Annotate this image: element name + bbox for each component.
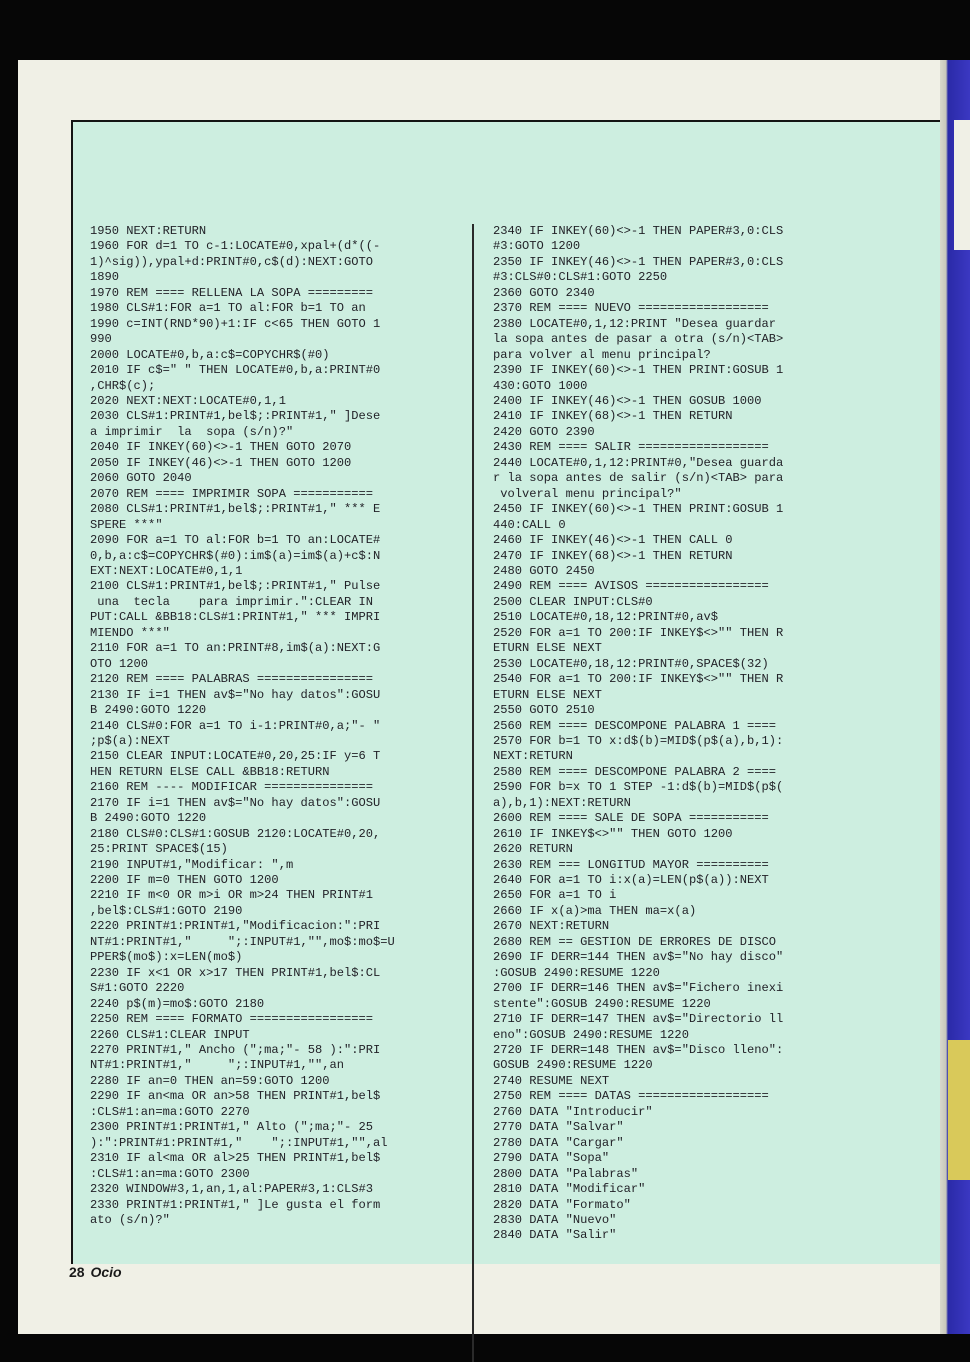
next-page-letter-fragment <box>954 120 970 250</box>
next-page-image-fragment <box>948 1040 970 1180</box>
listing-column-right: 2340 IF INKEY(60)<>-1 THEN PAPER#3,0:CLS #3:GOTO 1200 2350 IF INKEY(46)<>-1 THEN PAPER#3,0:CLS #3:CLS#0:CLS#1:GOTO 2250 2360 GOTO 2340 2370 REM ==== NUEVO ================== 2380 LOCATE#0,1,12:PRINT "Desea guardar la sopa antes de pasar a otra (s/n)<TAB> para volver al menu principal? 2390 IF INKEY(60)<>-1 THEN PRINT:GOSUB 1 430:GOTO 1000 2400 IF INKEY(46)<>-1 THEN GOSUB 1000 2410 IF INKEY(68)<>-1 THEN RETURN 2420 GOTO 2390 2430 REM ==== SALIR ================== 2440 LOCATE#0,1,12:PRINT#0,"Desea guarda r la sopa antes de salir (s/n)<TAB> para volveral menu principal?" 2450 IF INKEY(60)<>-1 THEN PRINT:GOSUB 1 440:CALL 0 2460 IF INKEY(46)<>-1 THEN CALL 0 2470 IF INKEY(68)<>-1 THEN RETURN 2480 GOTO 2450 2490 REM ==== AVISOS ================= 2500 CLEAR INPUT:CLS#0 2510 LOCATE#0,18,12:PRINT#0,av$ 2520 FOR a=1 TO 200:IF INKEY$<>"" THEN R ETURN ELSE NEXT 2530 LOCATE#0,18,12:PRINT#0,SPACE$(32) 2540 FOR a=1 TO 200:IF INKEY$<>"" THEN R ETURN ELSE NEXT 2550 GOTO 2510 2560 REM ==== DESCOMPONE PALABRA 1 ==== 2570 FOR b=1 TO x:d$(b)=MID$(p$(a),b,1): NEXT:RETURN 2580 REM ==== DESCOMPONE PALABRA 2 ==== 2590 FOR b=x TO 1 STEP -1:d$(b)=MID$(p$( a),b,1):NEXT:RETURN 2600 REM ==== SALE DE SOPA =========== 2610 IF INKEY$<>"" THEN GOTO 1200 2620 RETURN 2630 REM === LONGITUD MAYOR ========== 2640 FOR a=1 TO i:x(a)=LEN(p$(a)):NEXT 2650 FOR a=1 TO i 2660 IF x(a)>ma THEN ma=x(a) 2670 NEXT:RETURN 2680 REM == GESTION DE ERRORES DE DISCO 2690 IF DERR=144 THEN av$="No hay disco" :GOSUB 2490:RESUME 1220 2700 IF DERR=146 THEN av$="Fichero inexi stente":GOSUB 2490:RESUME 1220 2710 IF DERR=147 THEN av$="Directorio ll eno":GOSUB 2490:RESUME 1220 2720 IF DERR=148 THEN av$="Disco lleno": GOSUB 2490:RESUME 1220 2740 RESUME NEXT 2750 REM ==== DATAS ================== 2760 DATA "Introducir" 2770 DATA "Salvar" 2780 DATA "Cargar" 2790 DATA "Sopa" 2800 DATA "Palabras" 2810 DATA "Modificar" 2820 DATA "Formato" 2830 DATA "Nuevo" 2840 DATA "Salir" <box>493 224 784 1243</box>
next-page-edge <box>940 60 970 1334</box>
page-number: 28 <box>69 1264 85 1280</box>
page-footer <box>69 1264 122 1280</box>
code-listing-panel <box>71 120 940 1264</box>
listing-column-left: 1950 NEXT:RETURN 1960 FOR d=1 TO c-1:LOCATE#0,xpal+(d*((- 1)^sig)),ypal+d:PRINT#0,c$(d):NEXT:GOTO 1890 1970 REM ==== RELLENA LA SOPA ========= 1980 CLS#1:FOR a=1 TO al:FOR b=1 TO an 1990 c=INT(RND*90)+1:IF c<65 THEN GOTO 1 990 2000 LOCATE#0,b,a:c$=COPYCHR$(#0) 2010 IF c$=" " THEN LOCATE#0,b,a:PRINT#0 ,CHR$(c); 2020 NEXT:NEXT:LOCATE#0,1,1 2030 CLS#1:PRINT#1,bel$;:PRINT#1," ]Dese a imprimir la sopa (s/n)?" 2040 IF INKEY(60)<>-1 THEN GOTO 2070 2050 IF INKEY(46)<>-1 THEN GOTO 1200 2060 GOTO 2040 2070 REM ==== IMPRIMIR SOPA =========== 2080 CLS#1:PRINT#1,bel$;:PRINT#1," *** E SPERE ***" 2090 FOR a=1 TO al:FOR b=1 TO an:LOCATE# 0,b,a:c$=COPYCHR$(#0):im$(a)=im$(a)+c$:N EXT:NEXT:LOCATE#0,1,1 2100 CLS#1:PRINT#1,bel$;:PRINT#1," Pulse una tecla para imprimir.":CLEAR IN PUT:CALL &BB18:CLS#1:PRINT#1," *** IMPRI MIENDO ***" 2110 FOR a=1 TO an:PRINT#8,im$(a):NEXT:G OTO 1200 2120 REM ==== PALABRAS ================ 2130 IF i=1 THEN av$="No hay datos":GOSU B 2490:GOTO 1220 2140 CLS#0:FOR a=1 TO i-1:PRINT#0,a;"- " ;p$(a):NEXT 2150 CLEAR INPUT:LOCATE#0,20,25:IF y=6 T HEN RETURN ELSE CALL &BB18:RETURN 2160 REM ---- MODIFICAR =============== 2170 IF i=1 THEN av$="No hay datos":GOSU B 2490:GOTO 1220 2180 CLS#0:CLS#1:GOSUB 2120:LOCATE#0,20, 25:PRINT SPACE$(15) 2190 INPUT#1,"Modificar: ",m 2200 IF m=0 THEN GOTO 1200 2210 IF m<0 OR m>i OR m>24 THEN PRINT#1 ,bel$:CLS#1:GOTO 2190 2220 PRINT#1:PRINT#1,"Modificacion:":PRI NT#1:PRINT#1," ";:INPUT#1,"",mo$:mo$=U PPER$(mo$):x=LEN(mo$) 2230 IF x<1 OR x>17 THEN PRINT#1,bel$:CL S#1:GOTO 2220 2240 p$(m)=mo$:GOTO 2180 2250 REM ==== FORMATO ================= 2260 CLS#1:CLEAR INPUT 2270 PRINT#1," Ancho (";ma;"- 58 ):":PRI NT#1:PRINT#1," ";:INPUT#1,"",an 2280 IF an=0 THEN an=59:GOTO 1200 2290 IF an<ma OR an>58 THEN PRINT#1,bel$ :CLS#1:an=ma:GOTO 2270 2300 PRINT#1:PRINT#1," Alto (";ma;"- 25 ):":PRINT#1:PRINT#1," ";:INPUT#1,"",al 2310 IF al<ma OR al>25 THEN PRINT#1,bel$ :CLS#1:an=ma:GOTO 2300 2320 WINDOW#3,1,an,1,al:PAPER#3,1:CLS#3 2330 PRINT#1:PRINT#1," ]Le gusta el form ato (s/n)?" <box>90 224 395 1227</box>
magazine-name: Ocio <box>90 1264 122 1280</box>
column-divider <box>472 224 474 1362</box>
